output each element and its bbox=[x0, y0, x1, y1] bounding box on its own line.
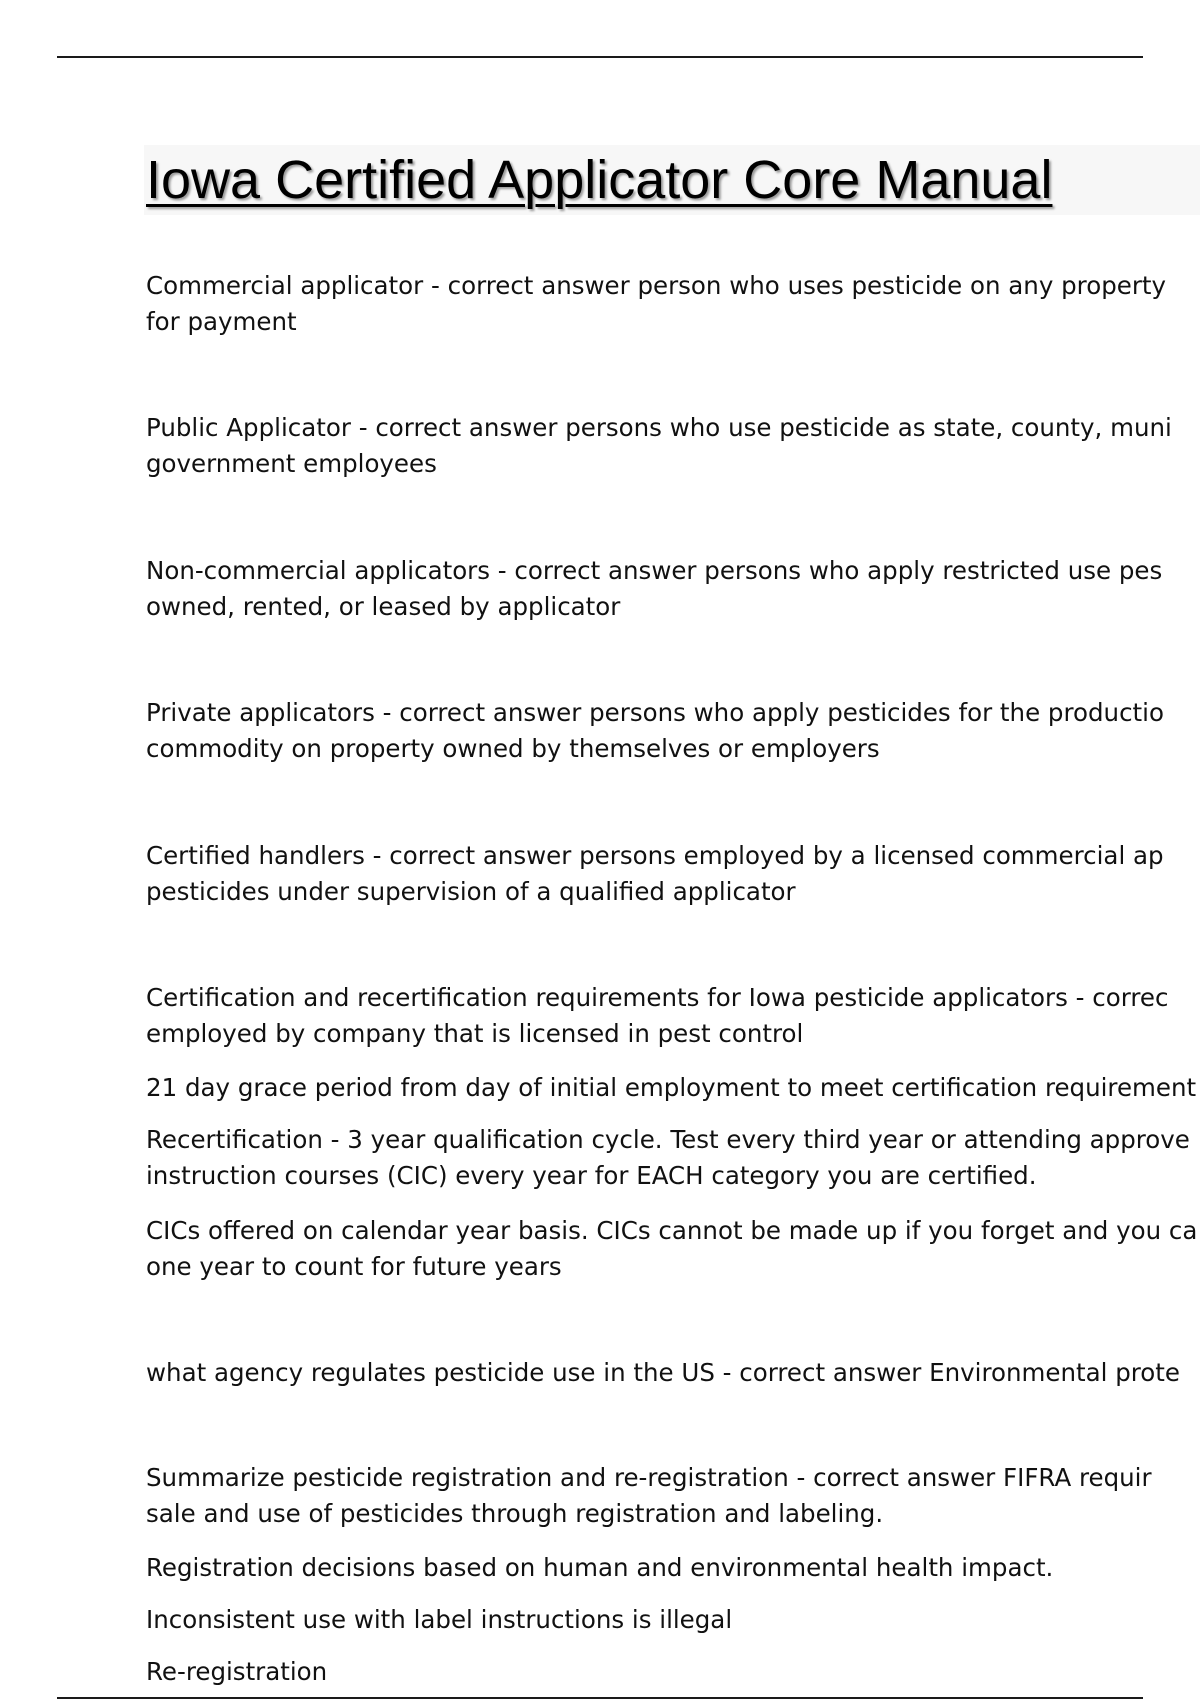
text-line: Inconsistent use with label instructions is illegal bbox=[146, 1605, 733, 1634]
text-line: Public Applicator - correct answer persons who use pesticide as state, county, muni bbox=[146, 413, 1172, 442]
text-line: sale and use of pesticides through registration and labeling. bbox=[146, 1499, 884, 1528]
text-line: Registration decisions based on human and environmental health impact. bbox=[146, 1553, 1054, 1582]
text-line: Non-commercial applicators - correct answer persons who apply restricted use pes bbox=[146, 556, 1163, 585]
bottom-rule bbox=[57, 1697, 1143, 1699]
document-title: Iowa Certified Applicator Core Manual bbox=[146, 150, 1053, 210]
text-line: Commercial applicator - correct answer person who uses pesticide on any property bbox=[146, 271, 1167, 300]
text-line: CICs offered on calendar year basis. CICs cannot be made up if you forget and you ca bbox=[146, 1216, 1198, 1245]
paragraph-public-applicator bbox=[146, 410, 1200, 482]
text-line: Re-registration bbox=[146, 1657, 328, 1686]
text-line: owned, rented, or leased by applicator bbox=[146, 592, 621, 621]
paragraph-private-applicators bbox=[146, 695, 1200, 767]
text-line: 21 day grace period from day of initial employment to meet certification requirement bbox=[146, 1073, 1197, 1102]
text-line: employed by company that is licensed in pest control bbox=[146, 1019, 804, 1048]
text-line: instruction courses (CIC) every year for EACH category you are certified. bbox=[146, 1161, 1037, 1190]
paragraph-inconsistent-use bbox=[146, 1602, 1200, 1638]
text-line: one year to count for future years bbox=[146, 1252, 562, 1281]
top-rule bbox=[57, 56, 1143, 58]
paragraph-certified-handlers bbox=[146, 838, 1200, 910]
text-line: Certified handlers - correct answer persons employed by a licensed commercial ap bbox=[146, 841, 1164, 870]
paragraph-cics bbox=[146, 1213, 1200, 1285]
text-line: Private applicators - correct answer persons who apply pesticides for the productio bbox=[146, 698, 1164, 727]
text-line: Recertification - 3 year qualification cycle. Test every third year or attending approve bbox=[146, 1125, 1190, 1154]
paragraph-registration-summary bbox=[146, 1460, 1200, 1532]
paragraph-grace-period bbox=[146, 1070, 1200, 1106]
paragraph-non-commercial-applicators bbox=[146, 553, 1200, 625]
text-line: for payment bbox=[146, 307, 297, 336]
paragraph-recertification bbox=[146, 1122, 1200, 1194]
paragraph-regulating-agency bbox=[146, 1355, 1200, 1391]
text-line: Certification and recertification requirements for Iowa pesticide applicators - correc bbox=[146, 983, 1169, 1012]
text-line: pesticides under supervision of a qualified applicator bbox=[146, 877, 796, 906]
text-line: commodity on property owned by themselves or employers bbox=[146, 734, 880, 763]
text-line: government employees bbox=[146, 449, 437, 478]
paragraph-commercial-applicator bbox=[146, 268, 1200, 340]
text-line: Summarize pesticide registration and re-registration - correct answer FIFRA requir bbox=[146, 1463, 1152, 1492]
paragraph-certification-requirements bbox=[146, 980, 1200, 1052]
paragraph-re-registration bbox=[146, 1654, 1200, 1690]
paragraph-registration-decisions bbox=[146, 1550, 1200, 1586]
text-line: what agency regulates pesticide use in the US - correct answer Environmental prote bbox=[146, 1358, 1180, 1387]
